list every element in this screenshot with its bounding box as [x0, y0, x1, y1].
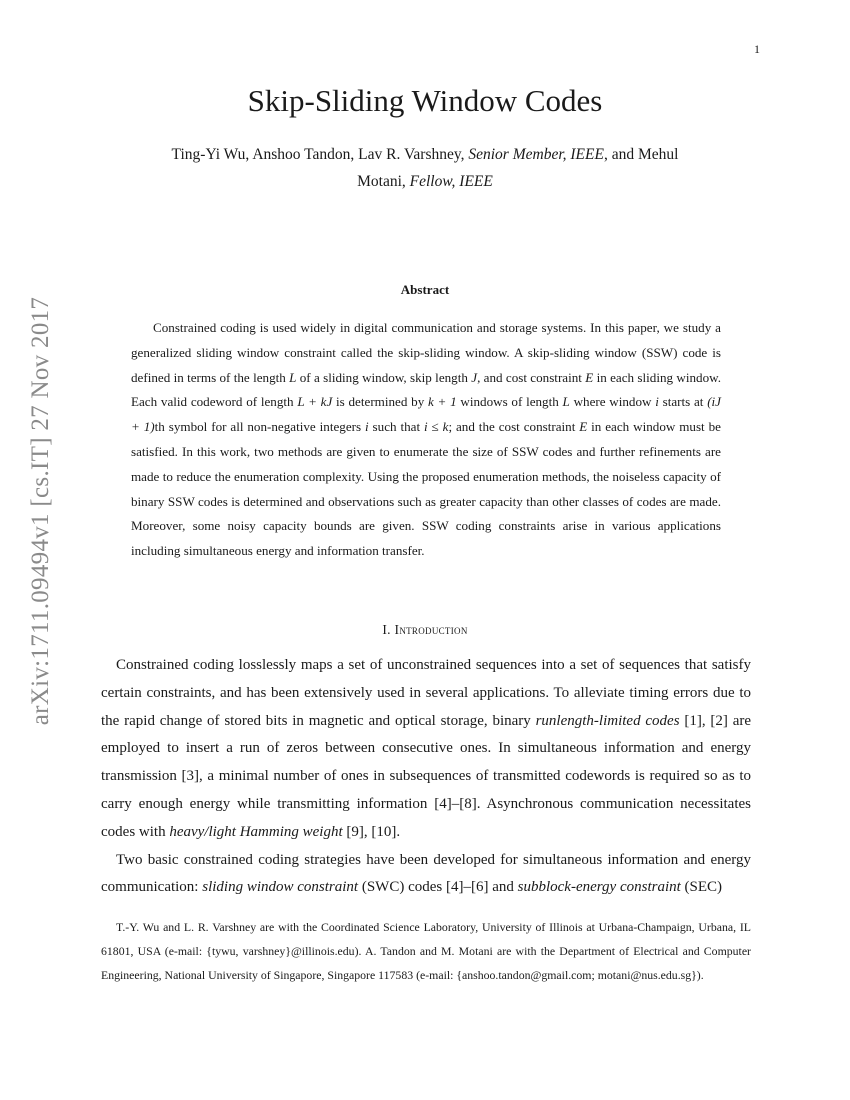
arxiv-identifier-stamp: arXiv:1711.09494v1 [cs.IT] 27 Nov 2017	[27, 296, 54, 726]
math-symbol: J	[471, 369, 478, 385]
abstract-text: windows of length	[456, 394, 563, 410]
abstract-text: th symbol for all non-negative integers	[154, 419, 365, 435]
page-number: 1	[754, 42, 760, 56]
math-expression: L + kJ	[297, 394, 333, 410]
math-symbol: L	[289, 369, 297, 385]
abstract-text: starts at	[658, 394, 708, 410]
math-expression: (iJ + 1)	[131, 394, 721, 435]
author-names-line1-tail: , and Mehul	[603, 146, 679, 163]
abstract-heading: Abstract	[400, 282, 450, 297]
math-symbol: i	[365, 419, 369, 435]
section-number: I.	[382, 622, 395, 637]
paragraph-text: (SWC) codes [4]–[6] and	[358, 879, 518, 896]
emphasis-term: runlength-limited codes	[535, 712, 680, 729]
math-symbol: i	[655, 394, 659, 410]
paragraph-text: (SEC)	[680, 879, 723, 896]
math-expression: i ≤ k	[424, 419, 449, 435]
abstract-text: , and cost constraint	[477, 369, 586, 385]
math-symbol: E	[585, 369, 594, 385]
paragraph-text: [9], [10].	[342, 823, 401, 840]
paragraph-text: [1], [2] are employed to insert a run of zeros between consecutive ones. In simultaneous information and energy transmission [3], a minimal number of ones in subsequences of transmitted codewords is required so as to carry enough energy while transmitting information [4]–[8]. Asynchronous communication necessitates codes with	[101, 712, 751, 840]
abstract-text: in each window must be satisfied. In this work, two methods are given to enumerate the size of SSW codes and further refinements are made to reduce the enumeration complexity. Using the proposed enumeration methods, the noiseless capacity of binary SSW codes is determined and observations such as greater capacity than other classes of codes are made. Moreover, some noisy capacity bounds are given. SSW coding constraints arise in various applications including simultaneous energy and information transfer.	[131, 419, 721, 559]
math-expression: k + 1	[427, 394, 457, 410]
intro-paragraph-2	[101, 847, 751, 903]
abstract-text: ; and the cost constraint	[448, 419, 580, 435]
author-list	[100, 141, 750, 195]
abstract-text: of a sliding window, skip length	[296, 369, 472, 385]
author-membership-senior: Senior Member, IEEE	[468, 146, 604, 163]
intro-paragraph-1	[101, 652, 751, 847]
abstract-body	[131, 316, 721, 564]
math-symbol: L	[562, 394, 570, 410]
abstract-text: such that	[368, 419, 424, 435]
emphasis-term: heavy/light Hamming weight	[169, 823, 343, 840]
paper-title: Skip-Sliding Window Codes	[247, 83, 603, 118]
author-names-line2: Motani,	[357, 173, 410, 190]
introduction-body	[101, 652, 751, 902]
math-symbol: E	[579, 419, 588, 435]
paragraph-text: Constrained coding losslessly maps a set of unconstrained sequences into a set of sequences that satisfy certain constraints, and has been extensively used in several applications. To alleviate timing errors due to the rapid change of stored bits in magnetic and optical storage, binary	[101, 657, 751, 729]
affiliation-footnote: T.-Y. Wu and L. R. Varshney are with the Coordinated Science Laboratory, University of Illinois at Urbana-Champaign, Urbana, IL 61801, USA (e-mail: {tywu, varshney}@illinois.edu). A. Tandon and M. Motani are with the Department of Electrical and Computer Engineering, National University of Singapore, Singapore 117583 (e-mail: {anshoo.tandon@gmail.com; motani@nus.edu.sg}).	[101, 920, 751, 982]
abstract-text: where window	[569, 394, 656, 410]
emphasis-term: subblock-energy constraint	[517, 879, 681, 896]
section-title: Introduction	[394, 622, 468, 637]
paragraph-text: Two basic constrained coding strategies have been developed for simultaneous information and energy communication:	[101, 851, 751, 896]
author-names-line1: Ting-Yi Wu, Anshoo Tandon, Lav R. Varshney,	[171, 146, 469, 163]
section-heading-introduction	[100, 622, 750, 638]
author-membership-fellow: Fellow, IEEE	[409, 173, 493, 190]
emphasis-term: sliding window constraint	[202, 879, 359, 896]
abstract-text: is determined by	[332, 394, 428, 410]
abstract-text: Constrained coding is used widely in digital communication and storage systems. In this paper, we study a generalized sliding window constraint called the skip-sliding window. A skip-sliding window (SSW) code is defined in terms of the length	[131, 320, 721, 385]
abstract-text: in each sliding window. Each valid codeword of length	[131, 369, 722, 410]
